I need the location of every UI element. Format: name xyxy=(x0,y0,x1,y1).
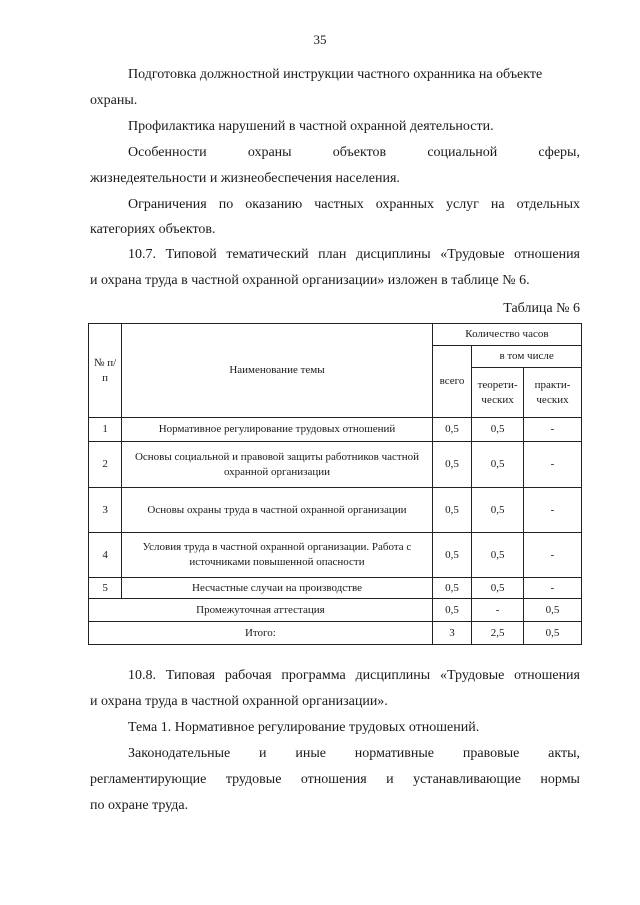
word: акты, xyxy=(548,746,580,761)
paragraph-8-line-2 xyxy=(90,771,580,789)
header-num: № п/п xyxy=(89,324,122,418)
paragraph-7: Тема 1. Нормативное регулирование трудовых отношений. xyxy=(128,720,480,735)
row-num: 3 xyxy=(89,488,122,533)
row-practice: - xyxy=(523,533,581,578)
word: Законодательные xyxy=(128,746,231,761)
attestation-total: 0,5 xyxy=(432,599,471,622)
table-caption: Таблица № 6 xyxy=(503,301,580,316)
paragraph-6-line-1: 10.8. Типовая рабочая программа дисциплины «Трудовые отношения xyxy=(128,668,580,683)
row-practice: - xyxy=(523,418,581,442)
word: охраны xyxy=(247,145,292,160)
total-theory: 2,5 xyxy=(472,622,524,645)
hours-table xyxy=(88,323,582,645)
word: социальной xyxy=(427,145,498,160)
word: трудовые xyxy=(225,772,282,787)
paragraph-2: Профилактика нарушений в частной охранной деятельности. xyxy=(128,119,494,134)
word: отношения xyxy=(300,772,367,787)
header-hours: Количество часов xyxy=(432,324,581,346)
header-practice: практи-ческих xyxy=(523,368,581,418)
row-topic: Условия труда в частной охранной организации. Работа с источниками повышенной опасности xyxy=(122,533,433,578)
row-theory: 0,5 xyxy=(472,578,524,599)
word: сферы, xyxy=(538,145,580,160)
paragraph-8-line-1 xyxy=(128,745,580,763)
word: правовые xyxy=(462,746,520,761)
row-theory: 0,5 xyxy=(472,533,524,578)
paragraph-5-line-1: 10.7. Типовой тематический план дисциплины «Трудовые отношения xyxy=(128,247,580,262)
paragraph-6-line-2: и охрана труда в частной охранной организации». xyxy=(90,694,388,709)
paragraph-1-line-2: охраны. xyxy=(90,93,138,108)
attestation-theory: - xyxy=(472,599,524,622)
paragraph-8-line-3: по охране труда. xyxy=(90,798,189,813)
header-theory: теорети-ческих xyxy=(472,368,524,418)
paragraph-4-line-2: категориях объектов. xyxy=(90,222,216,237)
table-row xyxy=(89,533,582,578)
word: и xyxy=(386,772,394,787)
total-practice: 0,5 xyxy=(523,622,581,645)
row-topic: Основы социальной и правовой защиты работников частной охранной организации xyxy=(122,442,433,488)
row-num: 1 xyxy=(89,418,122,442)
total-row xyxy=(89,622,582,645)
header-total: всего xyxy=(432,346,471,418)
word: и xyxy=(259,746,267,761)
row-practice: - xyxy=(523,578,581,599)
row-practice: - xyxy=(523,488,581,533)
word: нормативные xyxy=(354,746,435,761)
row-topic: Несчастные случаи на производстве xyxy=(122,578,433,599)
table-row xyxy=(89,418,582,442)
total-label: Итого: xyxy=(89,622,433,645)
paragraph-3-line-1 xyxy=(128,144,580,162)
row-total: 0,5 xyxy=(432,578,471,599)
total-total: 3 xyxy=(432,622,471,645)
page-number: 35 xyxy=(313,32,327,47)
word: регламентирующие xyxy=(90,772,207,787)
row-topic: Нормативное регулирование трудовых отношений xyxy=(122,418,433,442)
header-including: в том числе xyxy=(472,346,582,368)
row-total: 0,5 xyxy=(432,533,471,578)
row-total: 0,5 xyxy=(432,488,471,533)
row-num: 2 xyxy=(89,442,122,488)
table-row xyxy=(89,578,582,599)
row-topic: Основы охраны труда в частной охранной организации xyxy=(122,488,433,533)
row-num: 5 xyxy=(89,578,122,599)
row-total: 0,5 xyxy=(432,442,471,488)
paragraph-3-line-2: жизнедеятельности и жизнеобеспечения населения. xyxy=(90,171,400,186)
word: Особенности xyxy=(128,145,207,160)
row-theory: 0,5 xyxy=(472,442,524,488)
paragraph-1-line-1: Подготовка должностной инструкции частного охранника на объекте xyxy=(128,67,543,82)
attestation-label: Промежуточная аттестация xyxy=(89,599,433,622)
word: объектов xyxy=(332,145,387,160)
table-row xyxy=(89,442,582,488)
paragraph-4-line-1: Ограничения по оказанию частных охранных услуг на отдельных xyxy=(128,197,580,212)
attestation-practice: 0,5 xyxy=(523,599,581,622)
header-topic: Наименование темы xyxy=(122,324,433,418)
word: иные xyxy=(295,746,326,761)
paragraph-5-line-2: и охрана труда в частной охранной организации» изложен в таблице № 6. xyxy=(90,273,530,288)
row-practice: - xyxy=(523,442,581,488)
row-num: 4 xyxy=(89,533,122,578)
row-theory: 0,5 xyxy=(472,488,524,533)
row-total: 0,5 xyxy=(432,418,471,442)
attestation-row xyxy=(89,599,582,622)
table-row xyxy=(89,488,582,533)
row-theory: 0,5 xyxy=(472,418,524,442)
word: устанавливающие xyxy=(413,772,521,787)
word: нормы xyxy=(540,772,580,787)
